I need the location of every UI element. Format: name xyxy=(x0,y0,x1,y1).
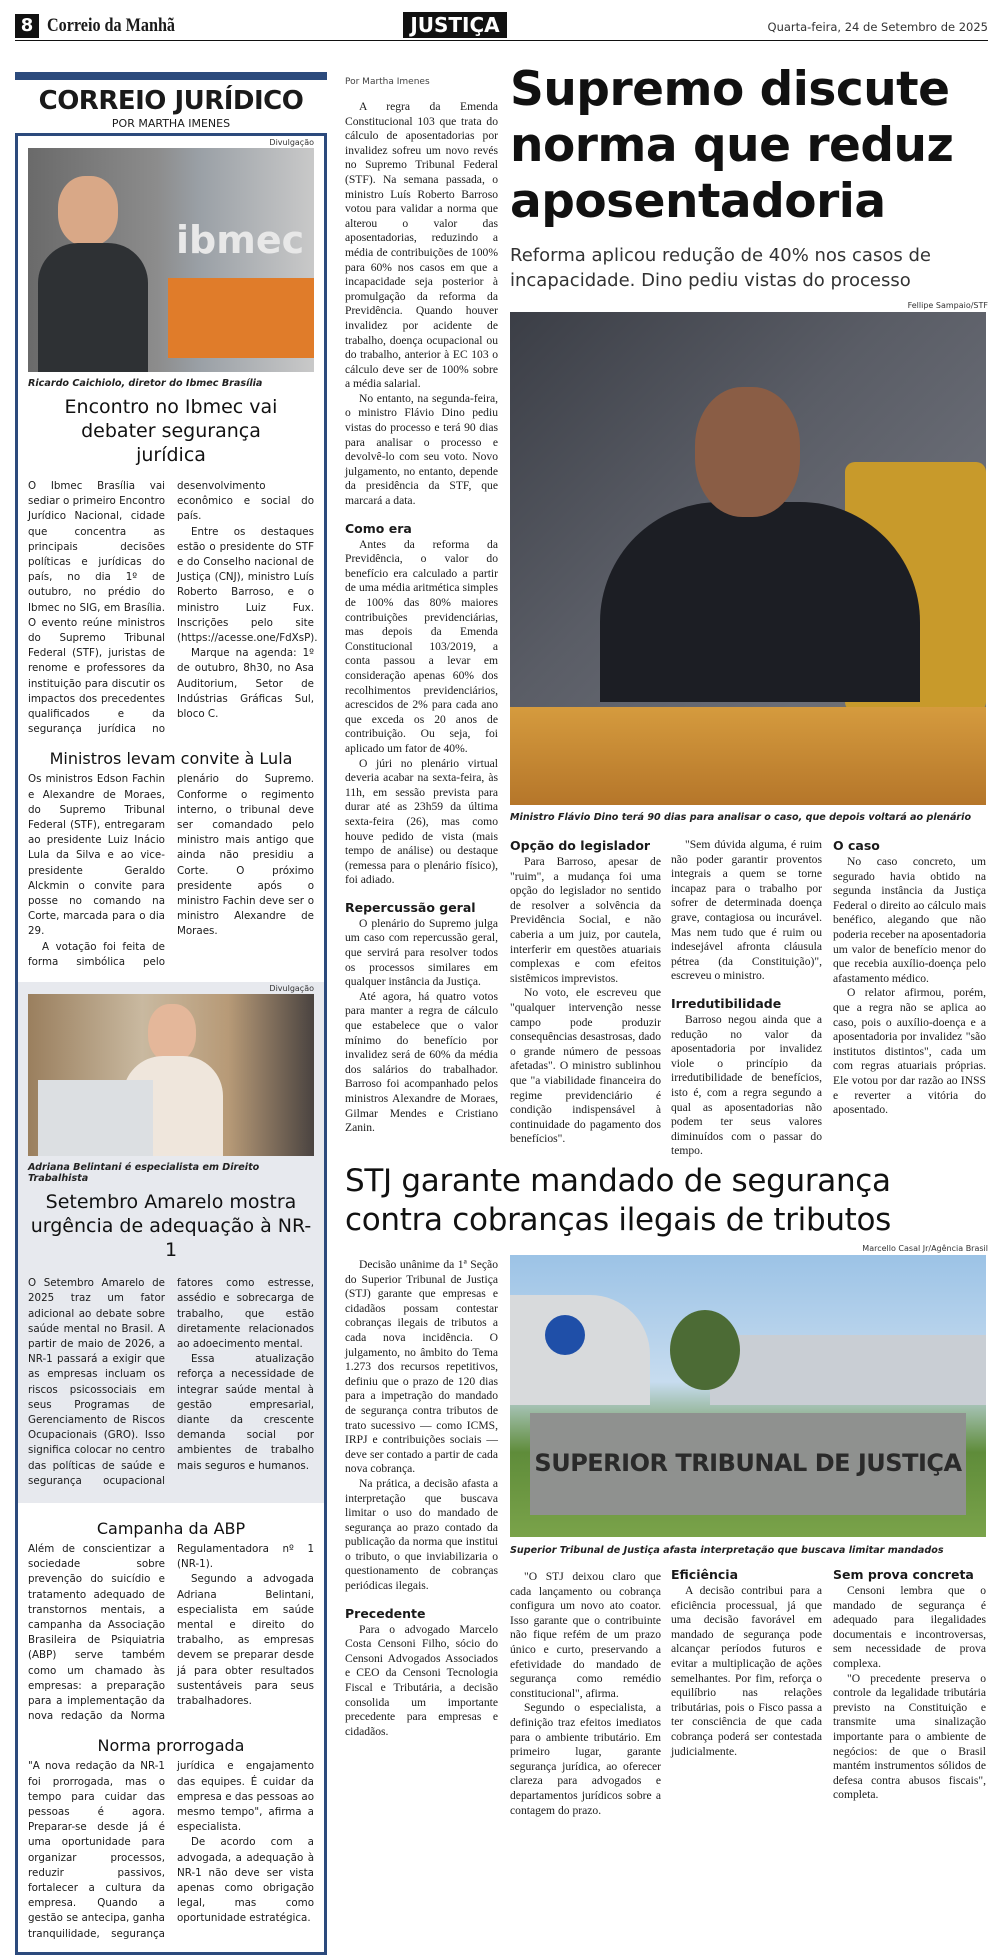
paragraph: "O precedente preserva o controle da legalidade tributária previsto na Constituição e transmite uma sinalização importante para o ambiente de negócios: de que o Brasil mantém instrumentos sólidos de defesa contra abusos fiscais", completa. xyxy=(833,1671,986,1802)
stj-article-col3 xyxy=(671,1567,822,1759)
paragraph: No entanto, na segunda-feira, o ministro Flávio Dino pediu vistas do processo e terá 90 dias para analisar o processo e devolvê-lo com seu voto. Novo julgamento, no entanto, depende da presidência da STF, que marcará a data. xyxy=(345,391,498,508)
stj-article-col2 xyxy=(510,1570,661,1818)
column-byline: POR MARTHA IMENES xyxy=(111,117,231,130)
photo-face xyxy=(695,387,800,517)
subheading: Sem prova concreta xyxy=(833,1567,974,1582)
main-headline: Supremo discute norma que reduz aposentadoria xyxy=(510,62,954,229)
headline-setembro: Setembro Amarelo mostra urgência de adequação à NR-1 xyxy=(30,1191,312,1262)
photo-suit xyxy=(38,243,148,372)
subheading: Irredutibilidade xyxy=(671,995,782,1011)
photo-building-2 xyxy=(710,1335,986,1405)
photo-caption: Ministro Flávio Dino terá 90 dias para analisar o caso, que depois voltará ao plenário xyxy=(510,812,972,823)
paragraph: Entre os destaques estão o presidente do STF e do Conselho nacional de Justiça (CNJ), ministro Luís Roberto Barroso, e o ministro Luiz Fux. Inscrições pelo site (https://acesse.one/FdXsP). xyxy=(177,525,318,645)
paragraph: Segundo o especialista, a definição traz efeitos imediatos para o ambiente tributário. Em primeiro lugar, garante segurança jurídica, ao oferecer clareza para advogados e departamentos jurídicos sobre a contagem do prazo. xyxy=(510,1701,661,1817)
photo-caption: Superior Tribunal de Justiça afasta interpretação que buscava limitar mandados xyxy=(510,1545,944,1556)
photo-sign-text: SUPERIOR TRIBUNAL DE JUSTIÇA xyxy=(534,1449,962,1477)
stj-article-col1 xyxy=(345,1258,498,1739)
paragraph: Além de conscientizar a sociedade sobre prevenção do suicídio e tratamento adequado de transtornos mentais, a campanha da Associação Brasileira de Psiquiatria (ABP) serve também como um chamado às empresas: a preparação para a implementação da nova redação da Norma Regulamentadora nº 1 (NR-1). xyxy=(28,1542,314,1723)
photo-blue-circle xyxy=(545,1315,585,1355)
photo-robe xyxy=(600,502,920,702)
paragraph: O relator afirmou, porém, que a regra não se aplica ao caso, pois o auxílio-doença e a aposentadoria por invalidez "são institutos distintos", cada um com regras atuariais próprias. Ele votou por dar razão ao INSS e reverter a vitória do aposentado. xyxy=(833,986,986,1117)
photo-orange-panel xyxy=(168,278,314,358)
photo-ricardo xyxy=(28,148,314,372)
subheading: O caso xyxy=(833,838,880,853)
gray-box xyxy=(18,982,324,1503)
subheading: Como era xyxy=(345,520,412,536)
paper-name: Correio da Manhã xyxy=(47,15,176,36)
paragraph: De acordo com a advogada, a adequação à NR-1 não deve ser vista apenas como obrigação legal, mas como oportunidade estratégica. xyxy=(177,1836,314,1925)
paragraph: Decisão unânime da 1ª Seção do Superior Tribunal de Justiça (STJ) garante que empresas e cidadãos possam contestar cobranças ilegais de tributos a cada nova incidência. O julgamento, no âmbito do Tema 1.273 dos recursos repetitivos, definiu que o prazo de 120 dias para a impetração do mandado de segurança contra tributos de trato sucessivo — como ICMS, IRPJ e contribuições sociais — deve ser contado a partir de cada nova cobrança. xyxy=(345,1258,498,1476)
paragraph: Os ministros Edson Fachin e Alexandre de Moraes, do Supremo Tribunal Federal (STF), entregaram ao presidente Luiz Inácio Lula da Silva e ao vice-presidente Geraldo Alckmin o convite para posse no comando na Corte, marcada para o dia 29. xyxy=(28,773,165,938)
stj-headline: STJ garante mandado de segurança contra cobranças ilegais de tributos xyxy=(345,1163,892,1238)
photo-stj-building xyxy=(510,1255,986,1537)
photo-person xyxy=(148,1004,196,1062)
paragraph: O júri no plenário virtual deveria acabar na sexta-feira, às 11h, em sessão prevista para durar até as 23h59 da última sexta-feira (26), mas como houve pedido de vista (mais tempo de análise) ou destaque (remessa para o plenário físico), foi adiado. xyxy=(345,756,498,887)
subheading: Eficiência xyxy=(671,1567,739,1582)
paragraph: Para Barroso, apesar de "ruim", a mudança foi uma opção do legislador no sentido de resolver a solvência da Previdência Social, e não caberia a um juiz, por cautela, interferir em questões atuariais complexas e com efeitos sistêmicos imprevistos. xyxy=(510,855,661,985)
photo-caption: Adriana Belintani é especialista em Direito Trabalhista xyxy=(28,1162,260,1185)
paragraph: Na prática, a decisão afasta a interpretação que buscava limitar o uso do mandado de segurança ao prazo contado da publicação da norma que institui o tributo, o que inviabilizaria o questionamento de cobranças periódicas ilegais. xyxy=(345,1476,498,1593)
paragraph: "O STJ deixou claro que cada lançamento ou cobrança configura um novo ato coator. Isso garante que o contribuinte não fique refém de um prazo único e curto, preservando a efetividade do mandado de segurança como remédio constitucional", afirma. xyxy=(510,1570,661,1700)
paragraph: Segundo a advogada Adriana Belintani, especialista em saúde mental e direito do trabalho, as empresas devem se preparar desde já para obter resultados sustentáveis para seus trabalhadores. xyxy=(177,1573,314,1707)
photo-credit: Marcello Casal Jr/Agência Brasil xyxy=(862,1244,988,1253)
article-setembro xyxy=(28,1276,314,1489)
issue-date: Quarta-feira, 24 de Setembro de 2025 xyxy=(767,20,988,34)
headline-campanha: Campanha da ABP xyxy=(96,1518,246,1538)
paragraph: No caso concreto, um segurado havia obtido na segunda instância da Justiça Federal o direito ao cálculo mais benéfico, alegando que não poderia receber na aposentadoria um valor de benefício menor do que recebia auxílio-doença pelo afastamento médico. xyxy=(833,855,986,985)
page-number: 8 xyxy=(15,14,39,38)
paragraph: Para o advogado Marcelo Costa Censoni Filho, sócio do Censoni Advogados Associados e CEO da Censoni Tecnologia Fiscal e Tributária, a decisão consolida um importante precedente para empresas e cidadãos. xyxy=(345,1622,498,1738)
photo-credit: Fellipe Sampaio/STF xyxy=(907,301,988,310)
column-box xyxy=(15,133,327,1955)
paragraph: Marque na agenda: 1º de outubro, 8h30, no Asa Auditorium, Setor de Indústrias Gráficas Sul, bloco C. xyxy=(177,647,314,721)
photo-person xyxy=(58,176,118,246)
main-article-col3 xyxy=(671,838,822,1159)
main-byline: Por Martha Imenes xyxy=(345,77,430,87)
column-title: CORREIO JURÍDICO xyxy=(38,86,304,116)
paragraph: A regra da Emenda Constitucional 103 que trata do cálculo de aposentadorias por invalidez sofreu um novo revés no Supremo Tribunal Federal (STF). Na semana passada, o ministro Luís Roberto Barroso votou para validar a norma que alterou o valor das aposentadorias, reduzindo a média de contribuições de 100% para 60% nos casos em que a incapacidade seja posterior à promulgação da reforma da Previdência. Quando houver invalidez por acidente de trabalho, doença ocupacional ou do trabalho, anterior à EC 103 o cálculo deve ser de 100% sobre a média salarial. xyxy=(345,100,498,391)
article-ministros xyxy=(28,772,314,970)
photo-flavio-dino xyxy=(510,312,986,805)
photo-caption: Ricardo Caichiolo, diretor do Ibmec Brasília xyxy=(28,378,263,389)
page-header xyxy=(15,14,988,41)
subheading: Repercussão geral xyxy=(345,899,476,915)
main-article-col1 xyxy=(345,100,498,1136)
paragraph: "A nova redação da NR-1 foi prorrogada, mas o tempo para cuidar das pessoas é agora. Preparar-se desde já é uma oportunidade para organizar processos, reduzir passivos, fortalecer a cultura da empresa. Quando a gestão se antecipa, ganha tranquilidade, segurança jurídica e engajamento das equipes. É cuidar da empresa e das pessoas ao mesmo tempo", afirma a especialista. xyxy=(28,1760,314,1940)
main-subheadline: Reforma aplicou redução de 40% nos casos de incapacidade. Dino pediu vistas do processo xyxy=(510,245,931,291)
photo-sign: ibmec xyxy=(176,218,305,262)
photo-sign-block xyxy=(530,1413,966,1515)
photo-building xyxy=(510,1295,650,1405)
photo-adriana xyxy=(28,994,314,1156)
column-top-bar xyxy=(15,72,327,80)
photo-credit: Divulgação xyxy=(269,984,314,994)
paragraph: Barroso negou ainda que a redução no valor da aposentadoria por invalidez viole o princípio da irredutibilidade de benefícios, isto é, com a regra segundo a qual as aposentadorias não podem ter seus valores diminuídos com o passar do tempo. xyxy=(671,1012,822,1158)
main-article-col2 xyxy=(510,838,661,1147)
paragraph: O Ibmec Brasília vai sediar o primeiro Encontro Jurídico Nacional, cidade que concentra as principais decisões políticas e jurídicas do país, no dia 1º de outubro, no prédio do Ibmec no SIG, em Brasília. O evento reúne ministros do Supremo Tribunal Federal (STF), juristas de renome e professores da instituição para discutir os impactos dos precedentes qualificados e da segurança jurídica no desenvolvimento econômico e social do país. xyxy=(28,480,314,736)
paragraph: Essa atualização reforça a necessidade de integrar saúde mental à gestão empresarial, diante da crescente demanda social por ambientes de trabalho mais seguros e humanos. xyxy=(177,1353,314,1472)
paragraph: No voto, ele escreveu que "qualquer intervenção nesse campo pode produzir consequências desastrosas, dado o grande número de pessoas afetadas". O ministro sublinhou que "a viabilidade financeira do regime previdenciário é condição indispensável à continuidade do pagamento dos benefícios". xyxy=(510,986,661,1146)
article-campanha xyxy=(28,1542,314,1724)
paragraph: Antes da reforma da Previdência, o valor do benefício era calculado a partir de uma média aritmética simples de 100% das 80% maiores contribuições previdenciárias, mas depois da Emenda Constitucional 103/2019, a conta passou a levar em consideração apenas 60% dos recolhimentos previdenciários, acrescidos de 2% para cada ano que exceda os 20 anos de contribuição. Ou seja, foi aplicado um fator de 40%. xyxy=(345,537,498,755)
paragraph: O plenário do Supremo julga um caso com repercussão geral, que servirá para resolver todos os processos similares em qualquer instância da Justiça. xyxy=(345,916,498,989)
headline-ibmec: Encontro no Ibmec vai debater segurança jurídica xyxy=(64,396,278,466)
paragraph: A decisão contribui para a eficiência processual, já que uma decisão favorável em mandado de segurança pode alcançar períodos futuros e evitar a multiplicação de ações semelhantes. Por fim, reforça o equilíbrio nas relações tributárias, pois o Fisco passa a ter consciência de que cada cobrança poderá ser contestada judicialmente. xyxy=(671,1584,822,1758)
article-ibmec xyxy=(28,479,318,737)
subheading: Precedente xyxy=(345,1605,426,1621)
subheading: Opção do legislador xyxy=(510,838,651,853)
article-norma xyxy=(28,1759,314,1941)
section-label: JUSTIÇA xyxy=(403,12,507,38)
stj-article-col4 xyxy=(833,1567,986,1803)
paragraph: "Sem dúvida alguma, é ruim não poder garantir proventos integrais a quem se torne incapaz para o trabalho por sofrer de determinada doença grave, contagiosa ou incurável. Mas nem tudo que é ruim ou indesejável afronta cláusula pétrea (da Constituição)", escreveu o ministro. xyxy=(671,838,822,983)
main-article-col4 xyxy=(833,838,986,1118)
headline-ministros: Ministros levam convite à Lula xyxy=(49,749,293,769)
photo-credit: Divulgação xyxy=(269,138,314,147)
paragraph: Até agora, há quatro votos para manter a regra de cálculo que estabelece que o valor mínimo do benefício por invalidez será de 60% da média dos salários do trabalhador. Barroso foi acompanhado pelos ministros Alexandre de Moraes, Gilmar Mendes e Cristiano Zanin. xyxy=(345,989,498,1135)
headline-norma: Norma prorrogada xyxy=(97,1736,245,1756)
photo-desk xyxy=(510,707,986,805)
photo-laptop xyxy=(38,1080,153,1156)
photo-tree xyxy=(670,1310,740,1390)
paragraph: O Setembro Amarelo de 2025 traz um fator adicional ao debate sobre saúde mental no Brasil. A partir de maio de 2026, a NR-1 passará a exigir que as empresas incluam os riscos psicossociais em seus Programas de Gerenciamento de Riscos Ocupacionais (GRO). Isso significa colocar no centro das políticas de saúde e segurança ocupacional fatores como estresse, assédio e sobrecarga de trabalho, que estão diretamente relacionados ao adoecimento mental. xyxy=(28,1277,314,1487)
paragraph: Censoni lembra que o mandado de segurança é adequado para ilegalidades documentais e incontroversas, sem necessidade de prova complexa. xyxy=(833,1584,986,1670)
paragraph: A votação foi feita de forma simbólica pelo plenário do Supremo. Conforme o regimento interno, o tribunal deve ser comandado pelo ministro mais antigo que ainda não presidiu a Corte. O próximo presidente após o ministro Fachin deve ser o ministro Alexandre de Moraes. xyxy=(28,773,314,968)
